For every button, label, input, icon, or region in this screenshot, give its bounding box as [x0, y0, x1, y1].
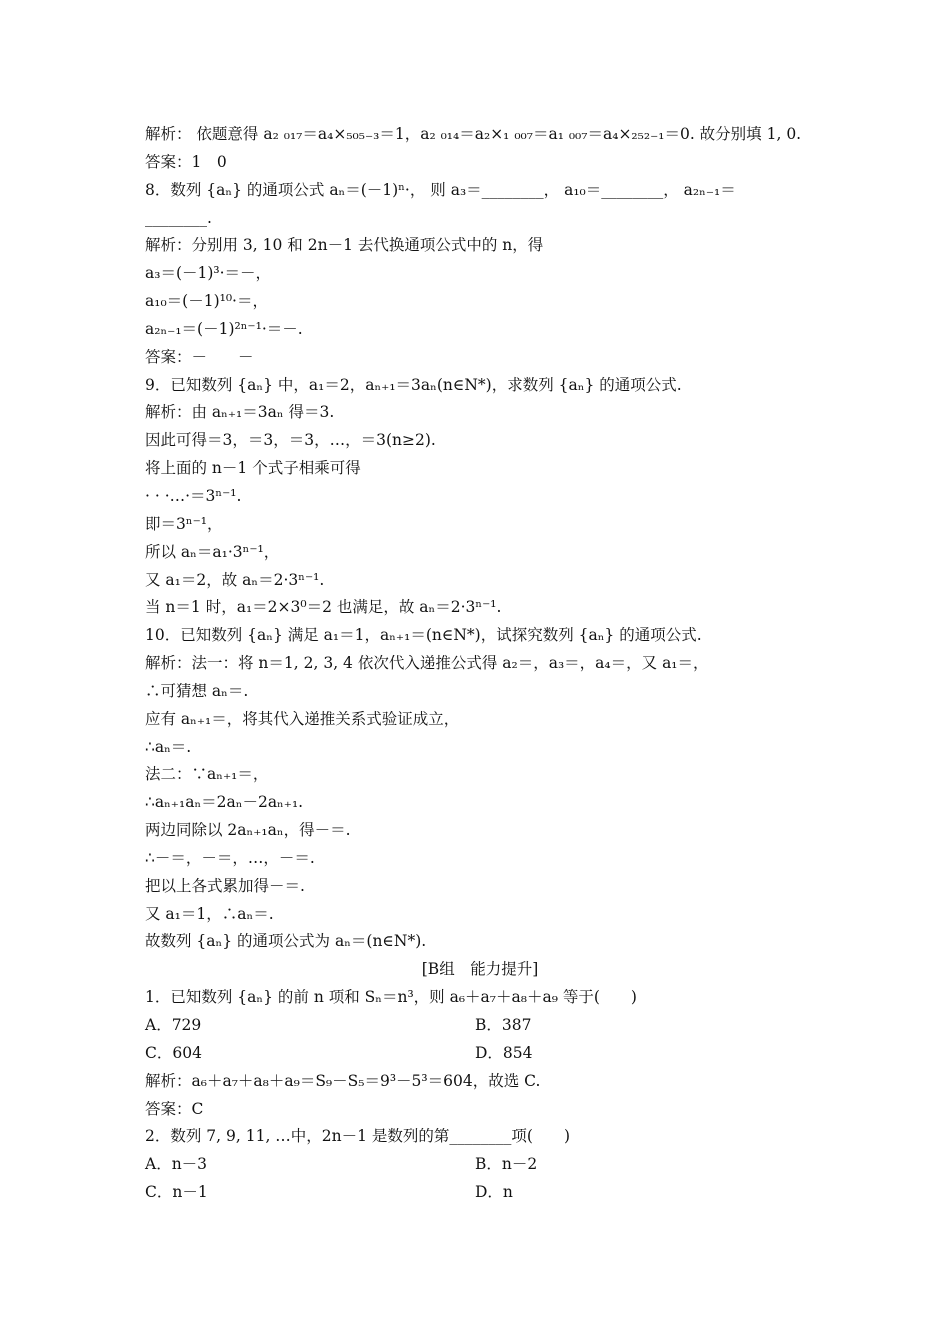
text-line: a₂ₙ₋₁＝(－1)²ⁿ⁻¹·＝－. — [145, 319, 303, 338]
text-line: ∴aₙ₊₁aₙ＝2aₙ－2aₙ₊₁. — [145, 793, 304, 812]
text-line: 解析： 依题意得 a₂ ₀₁₇＝a₄×₅₀₅₋₃＝1，a₂ ₀₁₄＝a₂×₁ ₀₀₇＝a₁ ₀₀₇＝a₄×₂₅₂₋₁＝0. 故分别填 1, 0. — [145, 125, 802, 143]
option-a: A．729 — [145, 1016, 202, 1034]
text-line: 应有 aₙ₊₁＝，将其代入递推关系式验证成立， — [145, 709, 460, 728]
document-body — [145, 121, 815, 1207]
question-b1-stem: 1．已知数列 {aₙ} 的前 n 项和 Sₙ＝n³，则 a₆＋a₇＋a₈＋a₉ 等于( ) — [145, 988, 637, 1007]
text-line: ________. — [145, 208, 212, 227]
text-line: 解析：分别用 3, 10 和 2n－1 去代换通项公式中的 n，得 — [145, 236, 544, 255]
answer-line: 答案：C — [145, 1099, 204, 1118]
text-line: ∴aₙ＝. — [145, 737, 192, 756]
text-line: 即＝3ⁿ⁻¹， — [145, 514, 223, 533]
options-row — [145, 1151, 815, 1179]
text-line: 两边同除以 2aₙ₊₁aₙ，得－＝. — [145, 821, 351, 840]
text-line: 所以 aₙ＝a₁·3ⁿ⁻¹， — [145, 542, 280, 561]
options-row — [145, 1040, 815, 1068]
text-line: 当 n＝1 时，a₁＝2×3⁰＝2 也满足，故 aₙ＝2·3ⁿ⁻¹. — [145, 598, 502, 617]
text-line: a₃＝(－1)³·＝－， — [145, 264, 272, 283]
text-line: 解析：由 aₙ₊₁＝3aₙ 得＝3. — [145, 403, 335, 422]
options-row — [145, 1012, 815, 1040]
text-line: 把以上各式累加得－＝. — [145, 876, 305, 895]
question-9: 9．已知数列 {aₙ} 中，a₁＝2，aₙ₊₁＝3aₙ(n∈N*)，求数列 {aₙ} 的通项公式. — [145, 375, 682, 394]
text-line: 因此可得＝3，＝3，＝3，…，＝3(n≥2). — [145, 431, 436, 450]
option-d: D．n — [475, 1183, 513, 1202]
text-line: 答案：1 0 — [145, 152, 227, 171]
text-line: 将上面的 n－1 个式子相乘可得 — [145, 459, 361, 478]
text-line: ∴－＝，－＝，…，－＝. — [145, 848, 315, 867]
question-8: 8．数列 {aₙ} 的通项公式 aₙ＝(－1)ⁿ·， 则 a₃＝________， a₁₀＝________， a₂ₙ₋₁＝ — [145, 180, 736, 199]
option-a: A．n－3 — [145, 1155, 208, 1174]
text-line: 故数列 {aₙ} 的通项公式为 aₙ＝(n∈N*). — [145, 932, 427, 951]
text-line: · · ·…·＝3ⁿ⁻¹. — [145, 486, 242, 505]
option-b: B．387 — [475, 1016, 532, 1034]
analysis-line: 解析：a₆＋a₇＋a₈＋a₉＝S₉－S₅＝9³－5³＝604，故选 C. — [145, 1071, 541, 1090]
question-10: 10．已知数列 {aₙ} 满足 a₁＝1，aₙ₊₁＝(n∈N*)，试探究数列 {aₙ} 的通项公式. — [145, 626, 702, 645]
text-line: 法二：∵aₙ₊₁＝， — [145, 765, 269, 784]
text-line: a₁₀＝(－1)¹⁰·＝， — [145, 292, 268, 311]
option-d: D．854 — [475, 1043, 533, 1062]
text-line: ∴可猜想 aₙ＝. — [145, 681, 249, 700]
options-row — [145, 1179, 815, 1207]
option-c: C．604 — [145, 1043, 202, 1062]
option-b: B．n－2 — [475, 1155, 538, 1174]
question-b2-stem: 2．数列 7, 9, 11, …中，2n－1 是数列的第________项( ) — [145, 1127, 571, 1146]
text-line: 又 a₁＝2，故 aₙ＝2·3ⁿ⁻¹. — [145, 570, 325, 589]
section-heading: [B组 能力提升] — [421, 960, 539, 979]
text-line: 答案：－ － — [145, 347, 254, 366]
option-c: C．n－1 — [145, 1183, 208, 1202]
text-line: 解析：法一：将 n＝1, 2, 3, 4 依次代入递推公式得 a₂＝，a₃＝，a₄＝，又 a₁＝， — [145, 654, 709, 673]
text-line: 又 a₁＝1，∴aₙ＝. — [145, 904, 274, 923]
